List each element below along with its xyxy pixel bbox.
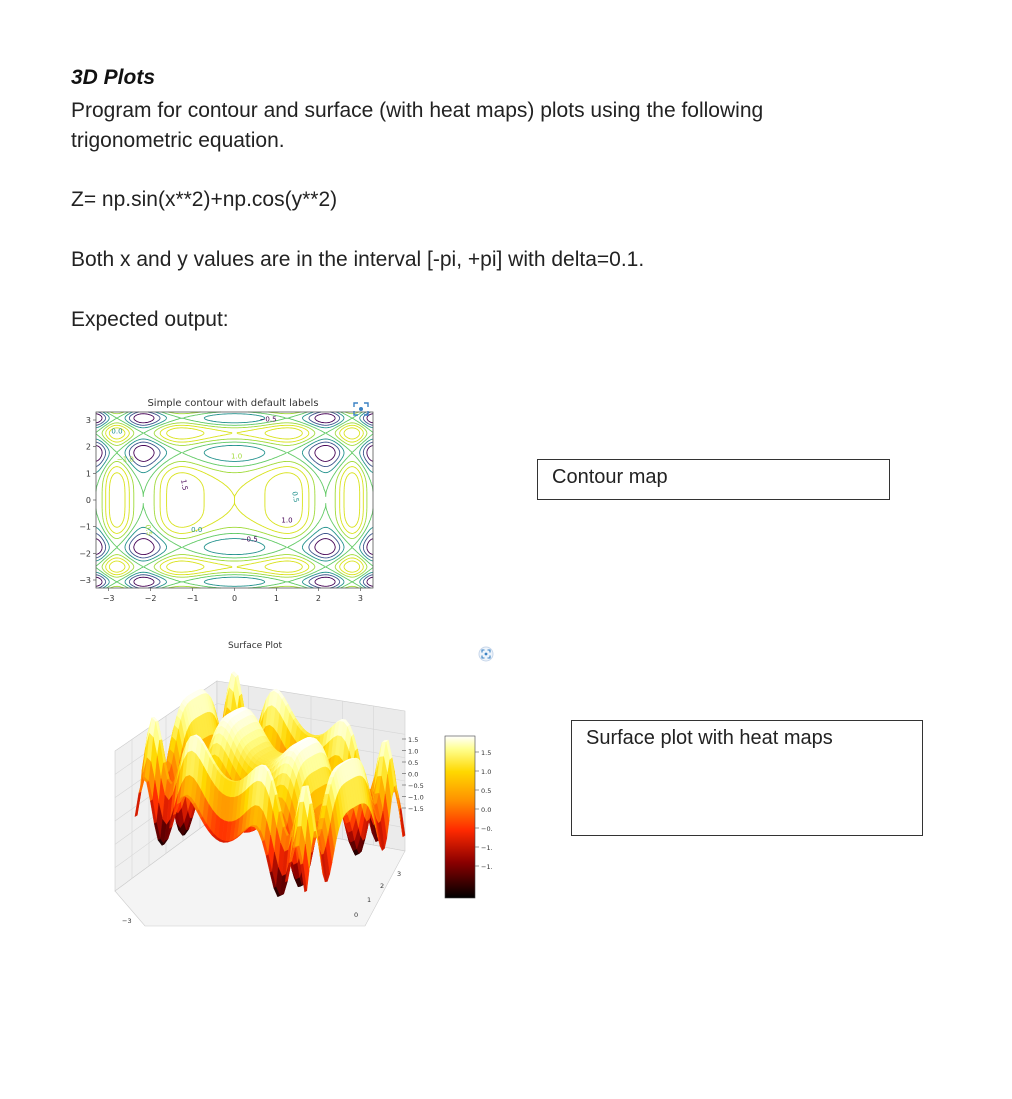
contour-y-axis [79, 416, 96, 585]
colorbar-tick-label: 0.0 [481, 806, 492, 814]
colorbar-tick-label: 1.0 [481, 768, 492, 776]
surface-z-tick-label: 1.5 [408, 736, 419, 744]
contour-x-axis [103, 588, 363, 603]
contour-y-tick-label: −1 [79, 522, 91, 532]
contour-level-label: −0.5 [259, 415, 277, 424]
contour-level-label: 0.5 [143, 524, 154, 537]
contour-level-label: 0.5 [290, 490, 301, 504]
colorbar-tick-label: −1. [481, 863, 493, 871]
surface-x-axis [122, 917, 132, 925]
surface-plot-caption: Surface plot with heat maps [571, 720, 923, 836]
contour-title: Simple contour with default labels [147, 398, 319, 409]
colorbar-tick-label: −1. [481, 844, 493, 852]
section-heading: 3D Plots [71, 66, 156, 89]
surface-z-tick-label: 0.0 [408, 770, 419, 779]
surface-z-tick-label: −1.5 [408, 805, 424, 813]
contour-x-tick-label: 3 [357, 594, 363, 603]
surface-title: Surface Plot [227, 641, 283, 651]
contour-y-tick-label: −3 [79, 576, 91, 585]
contour-x-tick-label: −1 [186, 594, 199, 603]
contour-y-tick-label: −2 [79, 549, 91, 559]
surface-z-tick-label: 0.5 [408, 759, 419, 767]
contour-lines [96, 412, 373, 588]
equation-text: Z= np.sin(x**2)+np.cos(y**2) [71, 188, 338, 211]
contour-level-label: −0.5 [240, 535, 258, 544]
surface-y-tick-label: 1 [367, 896, 372, 904]
contour-y-tick-label: 3 [85, 416, 91, 425]
surface-y-tick-label: 3 [397, 870, 402, 878]
colorbar-ticks [475, 749, 493, 871]
contour-level-label: 0.0 [191, 526, 203, 534]
intro-paragraph: Program for contour and surface (with heat maps) plots using the following trigonometric equation. [71, 99, 764, 152]
surface-x-tick-label: −3 [122, 917, 132, 925]
contour-level-labels [111, 415, 300, 543]
expected-output-label: Expected output: [71, 308, 229, 331]
surface-z-tick-label: −1.0 [408, 793, 424, 802]
contour-level-label: 0.0 [111, 427, 123, 436]
contour-y-tick-label: 2 [85, 442, 91, 452]
surface-z-tick-label: 1.0 [408, 747, 419, 756]
contour-level-label: −1.0 [116, 455, 134, 464]
surface-plot [105, 636, 505, 931]
surface-y-tick-label: 0 [354, 911, 359, 919]
contour-y-tick-label: 1 [85, 469, 91, 479]
interval-text: Both x and y values are in the interval [-pi, +pi] with delta=0.1. [71, 248, 645, 271]
contour-level-label: 1.0 [231, 452, 243, 461]
contour-level-label: 1.5 [179, 478, 189, 492]
contour-level-label: 1.0 [281, 516, 293, 525]
contour-x-tick-label: −2 [144, 594, 157, 603]
colorbar [445, 736, 475, 898]
contour-plot [78, 392, 388, 612]
contour-x-tick-label: 0 [231, 594, 238, 603]
contour-x-tick-label: 1 [273, 594, 280, 603]
contour-x-tick-label: 2 [315, 594, 321, 603]
expand-icon[interactable] [353, 402, 369, 416]
contour-map-caption: Contour map [537, 459, 890, 500]
surface-z-tick-label: −0.5 [408, 782, 424, 790]
surface-y-tick-label: 2 [380, 882, 385, 890]
contour-y-tick-label: 0 [85, 496, 91, 505]
colorbar-tick-label: −0. [481, 825, 493, 833]
contour-x-tick-label: −3 [102, 594, 115, 603]
contour-level-line [106, 425, 364, 574]
colorbar-tick-label: 0.5 [481, 787, 492, 795]
colorbar-tick-label: 1.5 [481, 749, 492, 757]
